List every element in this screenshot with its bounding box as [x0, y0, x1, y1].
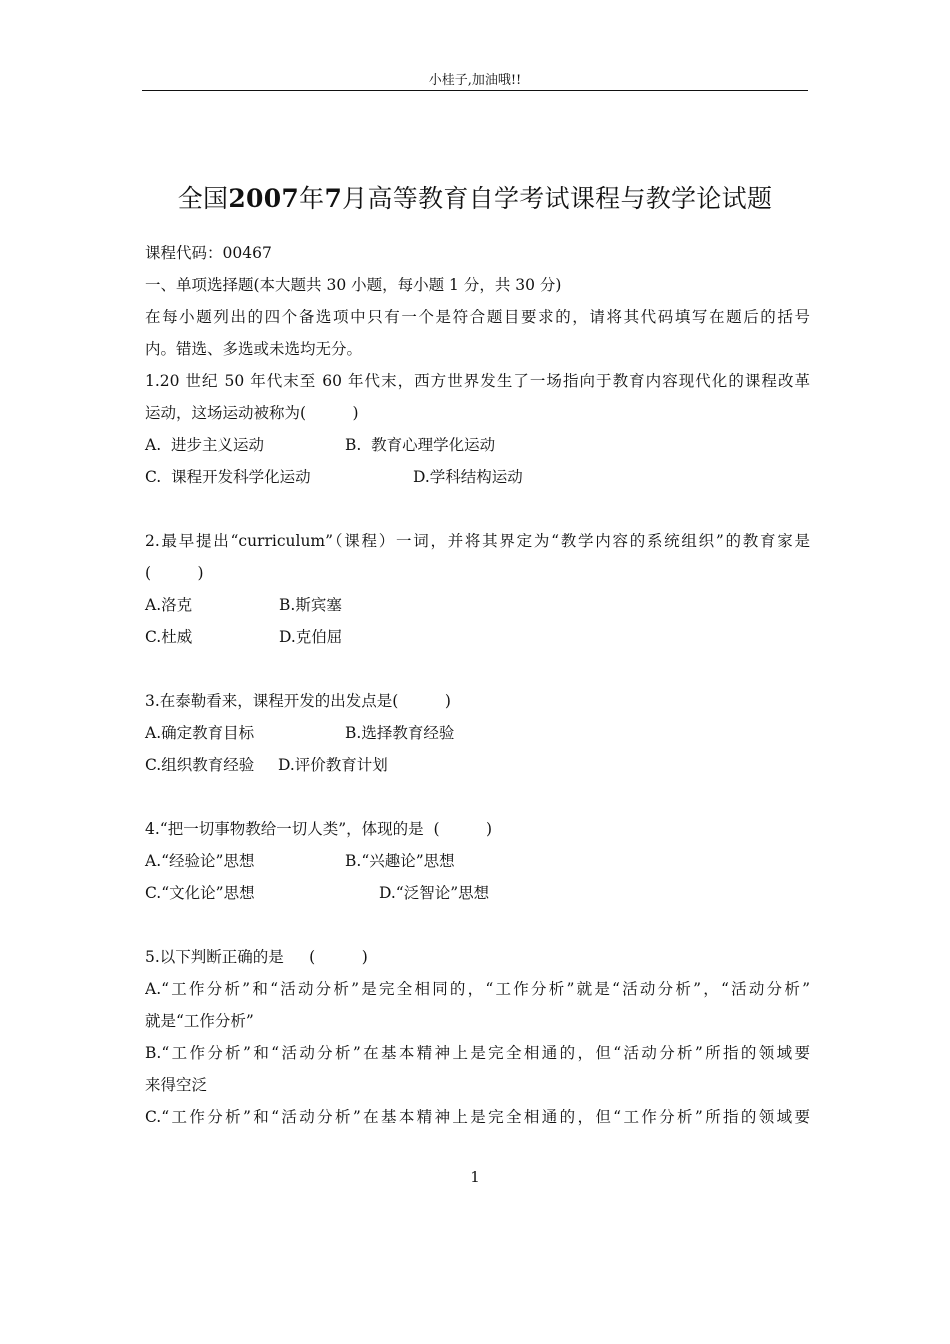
- question-1-stem-line-2: 运动，这场运动被称为( ): [145, 404, 359, 422]
- question-2-options-row-2: [145, 621, 810, 653]
- question-3-options-row-1: [145, 717, 810, 749]
- title-part-2: 年: [299, 184, 325, 213]
- question-5-stem: 5.以下判断正确的是 ( ): [145, 948, 368, 966]
- section-instruction-line-1: 在每小题列出的四个备选项中只有一个是符合题目要求的，请将其代码填写在题后的括号: [145, 308, 810, 326]
- question-3-option-b: B.选择教育经验: [345, 724, 455, 742]
- question-2-stem-line-2: ( ): [145, 564, 204, 582]
- question-1-option-c: C. 课程开发科学化运动: [145, 468, 311, 486]
- question-2-options-row-1: [145, 589, 810, 621]
- question-1-option-a: A. 进步主义运动: [145, 436, 264, 454]
- question-2-option-c: C.杜威: [145, 628, 193, 646]
- question-3-stem: 3.在泰勒看来，课程开发的出发点是( ): [145, 692, 451, 710]
- exam-content: [145, 237, 810, 1133]
- spacer: [145, 493, 810, 525]
- question-4-options-row-1: [145, 845, 810, 877]
- question-4-option-d: D.“泛智论”思想: [379, 884, 490, 902]
- question-2-option-d: D.克伯屈: [279, 628, 343, 646]
- question-1-option-b: B. 教育心理学化运动: [345, 436, 496, 454]
- title-part-1: 全国: [177, 184, 229, 213]
- title-year: 2007: [228, 184, 300, 213]
- question-4-option-a: A.“经验论”思想: [145, 852, 255, 870]
- question-2-option-a: A.洛克: [145, 596, 193, 614]
- running-header: 小桂子,加油哦!!: [428, 73, 522, 88]
- title-part-3: 月高等教育自学考试课程与教学论试题: [342, 184, 773, 213]
- question-5-option-b-line-1: B.“工作分析”和“活动分析”在基本精神上是完全相通的，但“活动分析”所指的领域要: [145, 1044, 810, 1062]
- question-4-options-row-2: [145, 877, 810, 909]
- question-4-stem: 4.“把一切事物教给一切人类”，体现的是 ( ): [145, 820, 493, 838]
- section-instruction-line-2: 内。错选、多选或未选均无分。: [145, 340, 363, 358]
- spacer: [145, 653, 810, 685]
- spacer: [145, 781, 810, 813]
- title-month: 7: [324, 184, 343, 213]
- question-3-option-a: A.确定教育目标: [145, 724, 255, 742]
- question-3-options-row-2: [145, 749, 810, 781]
- question-1-options-row-1: [145, 429, 810, 461]
- question-1-options-row-2: [145, 461, 810, 493]
- section-heading: 一、单项选择题(本大题共 30 小题，每小题 1 分，共 30 分): [145, 276, 562, 294]
- question-5-option-a-line-1: A.“工作分析”和“活动分析”是完全相同的，“工作分析”就是“活动分析”，“活动分析”: [145, 980, 810, 998]
- question-1-stem-line-1: 1.20 世纪 50 年代末至 60 年代末，西方世界发生了一场指向于教育内容现代化的课程改革: [145, 372, 810, 390]
- question-4-option-c: C.“文化论”思想: [145, 884, 255, 902]
- question-1-option-d: D.学科结构运动: [413, 468, 523, 486]
- question-5-option-a-line-2: 就是“工作分析”: [145, 1012, 254, 1030]
- header-divider: [142, 90, 808, 91]
- page-number: 1: [470, 1168, 480, 1186]
- page-title: [0, 181, 950, 217]
- question-3-option-d: D.评价教育计划: [278, 756, 388, 774]
- question-3-option-c: C.组织教育经验: [145, 756, 255, 774]
- question-2-option-b: B.斯宾塞: [279, 596, 342, 614]
- question-2-stem-line-1: 2.最早提出“curriculum”（课程）一词，并将其界定为“教学内容的系统组织”的教育家是: [145, 532, 810, 550]
- question-5-option-c-line-1: C.“工作分析”和“活动分析”在基本精神上是完全相通的，但“工作分析”所指的领域要: [145, 1108, 810, 1126]
- spacer: [145, 909, 810, 941]
- question-5-option-b-line-2: 来得空泛: [145, 1076, 208, 1094]
- course-code: 课程代码：00467: [145, 244, 272, 262]
- question-4-option-b: B.“兴趣论”思想: [345, 852, 455, 870]
